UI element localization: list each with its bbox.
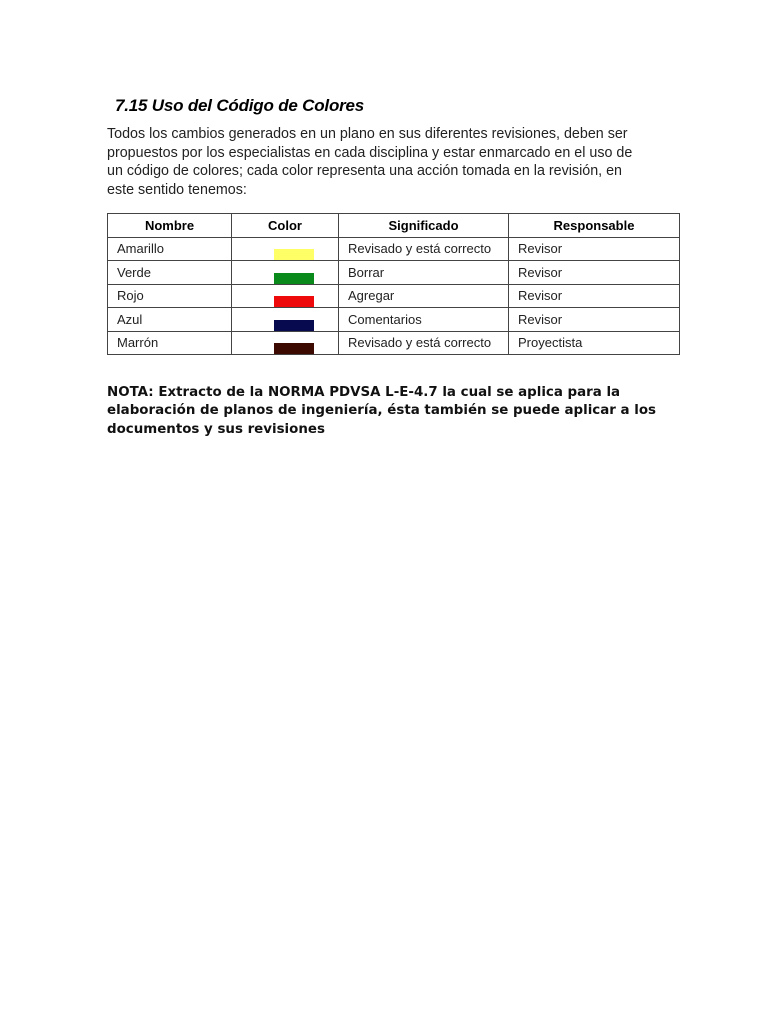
row-significado: Agregar [339,284,509,308]
color-swatch [274,320,314,331]
row-responsable: Revisor [509,237,680,261]
row-significado: Revisado y está correcto [339,331,509,355]
row-nombre: Amarillo [108,237,232,261]
table-row [108,237,680,261]
row-responsable: Revisor [509,284,680,308]
intro-paragraph: Todos los cambios generados en un plano en sus diferentes revisiones, deben ser propuestos por los especialistas en cada disciplina y estar enmarcado en el uso de un código de colores; cada color representa una acción tomada en la revisión, en este sentido tenemos: [107,126,633,199]
table-row [108,261,680,285]
header-color: Color [232,214,339,238]
table-row [108,284,680,308]
row-significado: Borrar [339,261,509,285]
row-nombre: Azul [108,308,232,332]
color-swatch [274,273,314,284]
row-responsable: Revisor [509,261,680,285]
row-nombre: Verde [108,261,232,285]
row-nombre: Marrón [108,331,232,355]
row-color-cell [232,237,339,261]
row-color-cell [232,284,339,308]
row-responsable: Proyectista [509,331,680,355]
row-color-cell [232,308,339,332]
header-nombre: Nombre [108,214,232,238]
table-header-row [108,214,680,238]
section-heading: 7.15 Uso del Código de Colores [115,96,365,115]
table-row [108,308,680,332]
row-responsable: Revisor [509,308,680,332]
header-responsable: Responsable [509,214,680,238]
color-swatch [274,343,314,354]
color-swatch [274,296,314,307]
color-swatch [274,249,314,260]
row-color-cell [232,331,339,355]
header-significado: Significado [339,214,509,238]
row-nombre: Rojo [108,284,232,308]
row-color-cell [232,261,339,285]
table-row [108,331,680,355]
row-significado: Comentarios [339,308,509,332]
color-code-table [107,213,680,355]
row-significado: Revisado y está correcto [339,237,509,261]
note-paragraph: NOTA: Extracto de la NORMA PDVSA L-E-4.7 la cual se aplica para la elaboración de planos de ingeniería, ésta también se puede aplicar a los documentos y sus revisiones [107,385,656,437]
